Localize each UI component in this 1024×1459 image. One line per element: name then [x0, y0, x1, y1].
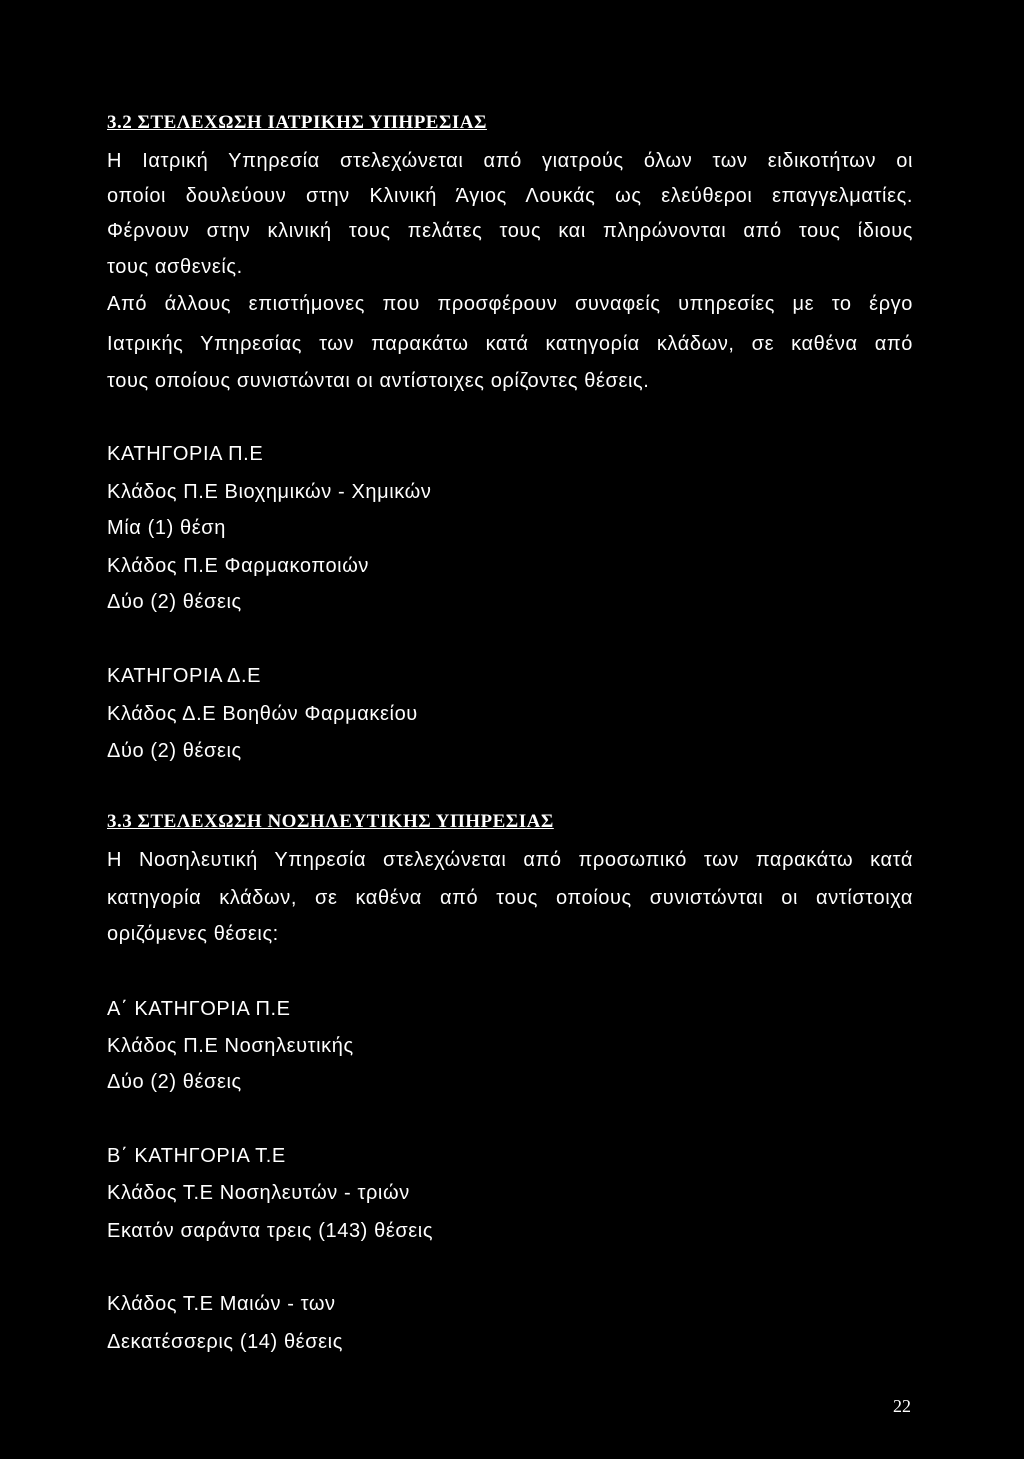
paragraph-line: τους οποίους συνιστώνται οι αντίστοιχες ορίζοντες θέσεις. [107, 370, 650, 392]
category-label: ΚΑΤΗΓΟΡΙΑ Π.Ε [107, 443, 264, 465]
branch-label: Κλάδος Δ.Ε Βοηθών Φαρμακείου [107, 703, 418, 725]
positions-label: Δεκατέσσερις (14) θέσεις [107, 1331, 343, 1353]
paragraph-line: τους ασθενείς. [107, 256, 243, 278]
branch-label: Κλάδος Π.Ε Βιοχημικών - Χημικών [107, 481, 432, 503]
positions-label: Εκατόν σαράντα τρεις (143) θέσεις [107, 1220, 434, 1242]
paragraph-line: Φέρνουν στην κλινική τους πελάτες τους και πληρώνονται από τους ίδιους [107, 220, 913, 242]
branch-label: Κλάδος Π.Ε Φαρμακοποιών [107, 555, 370, 577]
paragraph-line: Από άλλους επιστήμονες που προσφέρουν συναφείς υπηρεσίες με το έργο [107, 293, 913, 315]
branch-label: Κλάδος Τ.Ε Μαιών - των [107, 1293, 336, 1315]
positions-label: Δύο (2) θέσεις [107, 1071, 242, 1093]
category-label: ΚΑΤΗΓΟΡΙΑ Δ.Ε [107, 665, 262, 687]
category-label: Β΄ ΚΑΤΗΓΟΡΙΑ Τ.Ε [107, 1145, 286, 1167]
branch-label: Κλάδος Τ.Ε Νοσηλευτών - τριών [107, 1182, 410, 1204]
paragraph-line: Ιατρικής Υπηρεσίας των παρακάτω κατά κατηγορία κλάδων, σε καθένα από [107, 333, 913, 355]
branch-label: Κλάδος Π.Ε Νοσηλευτικής [107, 1035, 354, 1057]
category-label: Α΄ ΚΑΤΗΓΟΡΙΑ Π.Ε [107, 998, 291, 1020]
paragraph-line: οποίοι δουλεύουν στην Κλινική Άγιος Λουκάς ως ελεύθεροι επαγγελματίες. [107, 185, 913, 207]
paragraph-line: κατηγορία κλάδων, σε καθένα από τους οποίους συνιστώνται οι αντίστοιχα [107, 887, 913, 909]
positions-label: Δύο (2) θέσεις [107, 591, 242, 613]
positions-label: Δύο (2) θέσεις [107, 740, 242, 762]
page-number: 22 [893, 1396, 911, 1416]
section-heading-medical-staffing: 3.2 ΣΤΕΛΕΧΩΣΗ ΙΑΤΡΙΚΗΣ ΥΠΗΡΕΣΙΑΣ [107, 112, 487, 133]
paragraph-line: Η Ιατρική Υπηρεσία στελεχώνεται από γιατρούς όλων των ειδικοτήτων οι [107, 150, 913, 172]
paragraph-line: οριζόμενες θέσεις: [107, 923, 279, 945]
section-heading-nursing-staffing: 3.3 ΣΤΕΛΕΧΩΣΗ ΝΟΣΗΛΕΥΤΙΚΗΣ ΥΠΗΡΕΣΙΑΣ [107, 811, 554, 832]
paragraph-line: Η Νοσηλευτική Υπηρεσία στελεχώνεται από προσωπικό των παρακάτω κατά [107, 849, 913, 871]
positions-label: Μία (1) θέση [107, 517, 226, 539]
